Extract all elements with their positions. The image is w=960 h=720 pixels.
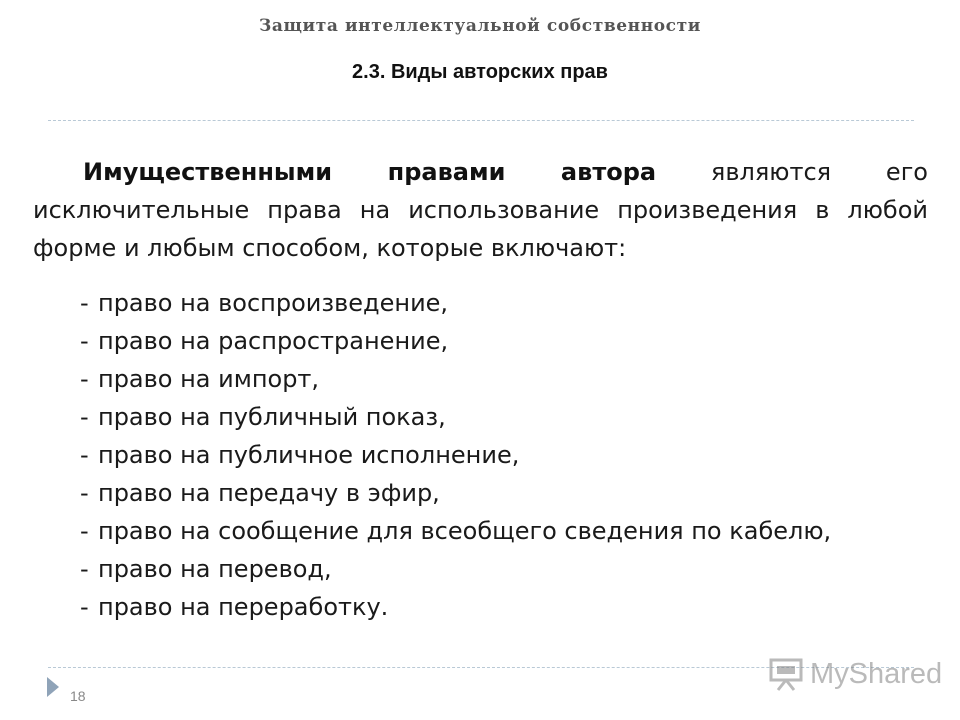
rights-list-item-text: право на публичное исполнение, [98, 441, 520, 469]
top-divider [48, 120, 914, 121]
rights-list-item [80, 284, 831, 322]
list-dash: - [80, 593, 89, 621]
triangle-bullet-icon [46, 676, 60, 698]
rights-list-item-text: право на передачу в эфир, [98, 479, 440, 507]
list-dash: - [80, 289, 89, 317]
rights-list-item-text: право на переработку. [98, 593, 389, 621]
intro-paragraph [33, 153, 928, 267]
rights-list-item [80, 436, 831, 474]
list-dash: - [80, 403, 89, 431]
rights-list-item [80, 512, 831, 550]
list-dash: - [80, 327, 89, 355]
intro-rest-text: являются его исключительные права на использование произведения в любой форме и любым способом, которые включают: [33, 158, 928, 262]
rights-list-item [80, 322, 831, 360]
rights-list-item [80, 474, 831, 512]
watermark [768, 652, 942, 696]
rights-list-item-text: право на публичный показ, [98, 403, 446, 431]
rights-list-item-text: право на воспроизведение, [98, 289, 449, 317]
list-dash: - [80, 441, 89, 469]
page-number: 18 [70, 688, 86, 704]
rights-list-item-text: право на распространение, [98, 327, 449, 355]
section-title: 2.3. Виды авторских прав [352, 61, 608, 83]
rights-list-item-text: право на импорт, [98, 365, 320, 393]
header-title: Защита интеллектуальной собственности [259, 16, 701, 36]
rights-list-item [80, 550, 831, 588]
list-dash: - [80, 517, 89, 545]
list-dash: - [80, 479, 89, 507]
intro-bold-term: Имущественными правами автора [83, 158, 657, 186]
rights-list [80, 284, 831, 626]
list-dash: - [80, 555, 89, 583]
list-dash: - [80, 365, 89, 393]
watermark-text: MyShared [810, 657, 943, 690]
rights-list-item-text: право на перевод, [98, 555, 332, 583]
rights-list-item [80, 360, 831, 398]
rights-list-item [80, 398, 831, 436]
rights-list-item-text: право на сообщение для всеобщего сведения по кабелю, [98, 517, 832, 545]
rights-list-item [80, 588, 831, 626]
presentation-board-icon [768, 656, 804, 692]
